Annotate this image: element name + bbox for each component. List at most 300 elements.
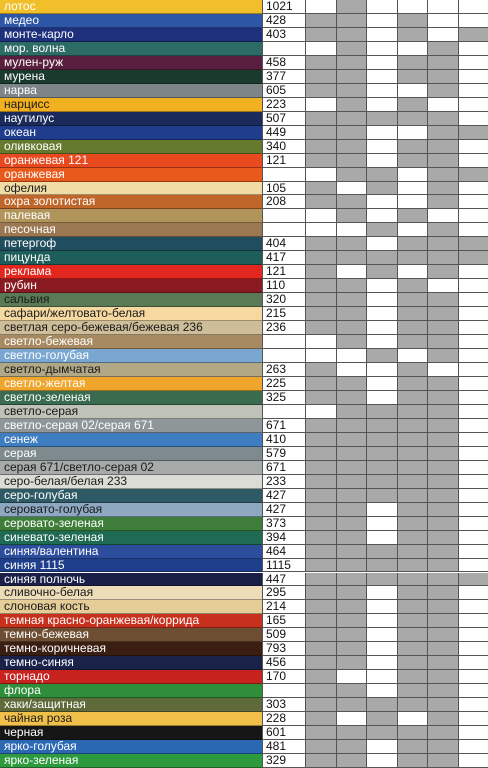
table-row: [0, 307, 488, 321]
availability-cells: [305, 377, 488, 391]
availability-cell: [458, 126, 488, 140]
availability-cell: [458, 573, 488, 587]
availability-cell: [336, 684, 367, 698]
availability-cell: [305, 56, 336, 70]
table-row: [0, 42, 488, 56]
availability-cell: [397, 684, 428, 698]
availability-cell: [305, 559, 336, 573]
availability-cell: [397, 14, 428, 28]
availability-cell: [305, 712, 336, 726]
availability-cell: [427, 517, 458, 531]
availability-cells: [305, 307, 488, 321]
availability-cell: [458, 740, 488, 754]
availability-cell: [458, 600, 488, 614]
table-row: [0, 154, 488, 168]
availability-cell: [366, 642, 397, 656]
availability-cell: [427, 126, 458, 140]
availability-cell: [458, 698, 488, 712]
availability-cell: [305, 237, 336, 251]
availability-cell: [458, 237, 488, 251]
availability-cell: [397, 656, 428, 670]
availability-cell: [458, 335, 488, 349]
availability-cell: [366, 586, 397, 600]
availability-cell: [397, 600, 428, 614]
availability-cell: [427, 447, 458, 461]
availability-cell: [427, 293, 458, 307]
availability-cell: [305, 545, 336, 559]
availability-cell: [366, 405, 397, 419]
availability-cell: [336, 28, 367, 42]
availability-cells: [305, 84, 488, 98]
availability-cell: [336, 670, 367, 684]
availability-cells: [305, 684, 488, 698]
availability-cell: [397, 698, 428, 712]
availability-cell: [458, 559, 488, 573]
availability-cell: [366, 419, 397, 433]
availability-cell: [305, 112, 336, 126]
color-swatch-name: ярко-голубая: [0, 740, 262, 754]
color-swatch-name: нарцисс: [0, 98, 262, 112]
availability-cell: [366, 712, 397, 726]
availability-cell: [366, 545, 397, 559]
availability-cell: [458, 628, 488, 642]
availability-cell: [397, 335, 428, 349]
color-swatch-name: охра золотистая: [0, 195, 262, 209]
availability-cell: [336, 698, 367, 712]
color-swatch-name: черная: [0, 726, 262, 740]
availability-cells: [305, 279, 488, 293]
table-row: [0, 209, 488, 223]
availability-cell: [366, 0, 397, 14]
availability-cell: [336, 265, 367, 279]
availability-cell: [397, 223, 428, 237]
availability-cell: [397, 168, 428, 182]
color-swatch-name: нарва: [0, 84, 262, 98]
color-swatch-name: песочная: [0, 223, 262, 237]
availability-cell: [305, 182, 336, 196]
availability-cell: [336, 42, 367, 56]
table-row: [0, 70, 488, 84]
availability-cell: [458, 98, 488, 112]
availability-cell: [427, 391, 458, 405]
availability-cell: [458, 182, 488, 196]
availability-cell: [366, 56, 397, 70]
availability-cell: [397, 740, 428, 754]
availability-cell: [427, 754, 458, 768]
availability-cell: [397, 209, 428, 223]
availability-cell: [305, 628, 336, 642]
availability-cells: [305, 209, 488, 223]
color-code: 303: [262, 698, 305, 712]
table-row: [0, 335, 488, 349]
availability-cell: [458, 0, 488, 14]
availability-cell: [336, 754, 367, 768]
availability-cell: [305, 740, 336, 754]
availability-cell: [397, 279, 428, 293]
availability-cell: [427, 98, 458, 112]
availability-cell: [427, 628, 458, 642]
availability-cell: [336, 489, 367, 503]
color-swatch-name: светло-дымчатая: [0, 363, 262, 377]
color-code: 404: [262, 237, 305, 251]
availability-cell: [397, 293, 428, 307]
table-row: [0, 740, 488, 754]
availability-cell: [366, 321, 397, 335]
availability-cell: [336, 279, 367, 293]
availability-cell: [427, 182, 458, 196]
availability-cell: [366, 517, 397, 531]
availability-cell: [427, 405, 458, 419]
availability-cells: [305, 545, 488, 559]
availability-cell: [397, 489, 428, 503]
table-row: [0, 182, 488, 196]
availability-cell: [305, 223, 336, 237]
color-code: 464: [262, 545, 305, 559]
color-code: 1021: [262, 0, 305, 14]
table-row: [0, 586, 488, 600]
color-code: 225: [262, 377, 305, 391]
color-swatch-name: мулен-руж: [0, 56, 262, 70]
color-code: 228: [262, 712, 305, 726]
color-swatch-name: светло-бежевая: [0, 335, 262, 349]
table-row: [0, 195, 488, 209]
availability-cell: [366, 195, 397, 209]
availability-cell: [366, 684, 397, 698]
availability-cell: [366, 112, 397, 126]
availability-cells: [305, 0, 488, 14]
availability-cell: [397, 349, 428, 363]
availability-cell: [336, 112, 367, 126]
color-code: 507: [262, 112, 305, 126]
availability-cell: [305, 531, 336, 545]
color-code: [262, 42, 305, 56]
availability-cell: [458, 754, 488, 768]
availability-cells: [305, 293, 488, 307]
color-code: 223: [262, 98, 305, 112]
availability-cell: [336, 726, 367, 740]
availability-cell: [305, 726, 336, 740]
availability-cells: [305, 642, 488, 656]
availability-cell: [397, 98, 428, 112]
availability-cells: [305, 461, 488, 475]
availability-cells: [305, 503, 488, 517]
availability-cell: [427, 503, 458, 517]
availability-cell: [305, 126, 336, 140]
availability-cell: [366, 628, 397, 642]
table-row: [0, 14, 488, 28]
color-swatch-name: медео: [0, 14, 262, 28]
availability-cell: [336, 307, 367, 321]
availability-cell: [427, 168, 458, 182]
availability-cells: [305, 321, 488, 335]
availability-cell: [305, 684, 336, 698]
availability-cell: [458, 712, 488, 726]
table-row: [0, 573, 488, 587]
color-swatch-name: оранжевая 121: [0, 154, 262, 168]
availability-cell: [305, 573, 336, 587]
availability-cell: [458, 70, 488, 84]
availability-cell: [458, 28, 488, 42]
availability-cells: [305, 433, 488, 447]
availability-cell: [305, 391, 336, 405]
availability-cell: [336, 0, 367, 14]
availability-cell: [397, 195, 428, 209]
availability-cell: [305, 154, 336, 168]
availability-cell: [366, 377, 397, 391]
availability-cell: [427, 684, 458, 698]
availability-cell: [427, 573, 458, 587]
table-row: [0, 628, 488, 642]
table-row: [0, 279, 488, 293]
color-code: 601: [262, 726, 305, 740]
color-swatch-name: темно-коричневая: [0, 642, 262, 656]
color-swatch-name: синяя 1115: [0, 559, 262, 573]
table-row: [0, 545, 488, 559]
availability-cells: [305, 168, 488, 182]
color-code: 329: [262, 754, 305, 768]
color-swatch-name: оливковая: [0, 140, 262, 154]
availability-cell: [305, 600, 336, 614]
color-code: [262, 335, 305, 349]
availability-cell: [305, 168, 336, 182]
availability-cell: [336, 712, 367, 726]
color-swatch-name: чайная роза: [0, 712, 262, 726]
availability-cell: [366, 698, 397, 712]
table-row: [0, 293, 488, 307]
availability-cell: [458, 279, 488, 293]
availability-cell: [427, 531, 458, 545]
availability-cell: [336, 614, 367, 628]
availability-cell: [397, 70, 428, 84]
table-row: [0, 168, 488, 182]
availability-cells: [305, 349, 488, 363]
availability-cell: [397, 628, 428, 642]
availability-cells: [305, 70, 488, 84]
availability-cells: [305, 265, 488, 279]
color-code: 509: [262, 628, 305, 642]
availability-cell: [458, 154, 488, 168]
availability-cells: [305, 740, 488, 754]
availability-cells: [305, 656, 488, 670]
color-swatch-name: серая 671/светло-серая 02: [0, 461, 262, 475]
availability-cell: [427, 586, 458, 600]
availability-cell: [336, 642, 367, 656]
availability-cell: [366, 307, 397, 321]
availability-cells: [305, 531, 488, 545]
table-row: [0, 531, 488, 545]
availability-cells: [305, 28, 488, 42]
availability-cell: [366, 98, 397, 112]
availability-cell: [458, 684, 488, 698]
color-code: 458: [262, 56, 305, 70]
color-code: 417: [262, 251, 305, 265]
color-swatch-name: серовато-голубая: [0, 503, 262, 517]
availability-cell: [366, 293, 397, 307]
availability-cell: [458, 56, 488, 70]
table-row: [0, 712, 488, 726]
availability-cells: [305, 98, 488, 112]
color-code: 447: [262, 573, 305, 587]
availability-cell: [305, 642, 336, 656]
color-swatch-name: темно-бежевая: [0, 628, 262, 642]
availability-cell: [427, 489, 458, 503]
availability-cell: [366, 656, 397, 670]
color-code: 427: [262, 489, 305, 503]
availability-cell: [305, 656, 336, 670]
availability-cell: [397, 517, 428, 531]
color-swatch-name: сенеж: [0, 433, 262, 447]
color-swatch-name: пицунда: [0, 251, 262, 265]
color-code: 121: [262, 154, 305, 168]
availability-cell: [366, 237, 397, 251]
availability-cell: [458, 349, 488, 363]
table-row: [0, 98, 488, 112]
availability-cell: [427, 433, 458, 447]
color-code: 208: [262, 195, 305, 209]
availability-cell: [427, 363, 458, 377]
availability-cell: [336, 475, 367, 489]
availability-cell: [458, 223, 488, 237]
availability-cell: [397, 377, 428, 391]
availability-cell: [366, 223, 397, 237]
availability-cell: [305, 405, 336, 419]
availability-cell: [397, 321, 428, 335]
availability-cell: [397, 642, 428, 656]
color-swatch-name: сафари/желтовато-белая: [0, 307, 262, 321]
availability-cell: [305, 447, 336, 461]
availability-cell: [397, 461, 428, 475]
table-row: [0, 726, 488, 740]
color-code: 233: [262, 475, 305, 489]
availability-cell: [397, 573, 428, 587]
color-swatch-name: наутилус: [0, 112, 262, 126]
color-swatch-name: мор. волна: [0, 42, 262, 56]
color-swatch-name: палевая: [0, 209, 262, 223]
availability-cell: [366, 42, 397, 56]
availability-cell: [427, 377, 458, 391]
availability-cell: [305, 698, 336, 712]
availability-cell: [458, 195, 488, 209]
availability-cell: [305, 335, 336, 349]
availability-cell: [305, 475, 336, 489]
availability-cell: [366, 168, 397, 182]
availability-cells: [305, 614, 488, 628]
table-row: [0, 670, 488, 684]
availability-cell: [366, 14, 397, 28]
availability-cell: [336, 531, 367, 545]
availability-cell: [366, 670, 397, 684]
availability-cell: [366, 349, 397, 363]
availability-cell: [305, 0, 336, 14]
availability-cell: [397, 475, 428, 489]
availability-cell: [336, 433, 367, 447]
availability-cell: [366, 726, 397, 740]
availability-cell: [397, 545, 428, 559]
table-row: [0, 223, 488, 237]
color-code: [262, 684, 305, 698]
availability-cells: [305, 670, 488, 684]
table-row: [0, 642, 488, 656]
availability-cell: [458, 461, 488, 475]
availability-cell: [397, 28, 428, 42]
availability-cell: [427, 237, 458, 251]
availability-cell: [366, 209, 397, 223]
availability-cell: [366, 447, 397, 461]
availability-cell: [305, 42, 336, 56]
availability-cell: [397, 154, 428, 168]
availability-cell: [366, 503, 397, 517]
availability-cell: [458, 363, 488, 377]
color-swatch-name: светло-желтая: [0, 377, 262, 391]
color-code: 377: [262, 70, 305, 84]
table-row: [0, 754, 488, 768]
availability-cell: [336, 195, 367, 209]
table-row: [0, 475, 488, 489]
color-code: 481: [262, 740, 305, 754]
color-code: 793: [262, 642, 305, 656]
color-code: 340: [262, 140, 305, 154]
availability-cell: [427, 600, 458, 614]
table-row: [0, 377, 488, 391]
table-row: [0, 349, 488, 363]
table-row: [0, 0, 488, 14]
color-code: 320: [262, 293, 305, 307]
availability-cell: [305, 195, 336, 209]
availability-cell: [366, 182, 397, 196]
availability-cell: [397, 363, 428, 377]
table-row: [0, 126, 488, 140]
availability-cell: [397, 503, 428, 517]
availability-cell: [336, 84, 367, 98]
table-row: [0, 56, 488, 70]
availability-cell: [427, 642, 458, 656]
availability-cell: [458, 642, 488, 656]
availability-cells: [305, 363, 488, 377]
availability-cell: [458, 447, 488, 461]
availability-cell: [336, 14, 367, 28]
availability-cells: [305, 335, 488, 349]
color-swatch-name: хаки/защитная: [0, 698, 262, 712]
availability-cell: [397, 56, 428, 70]
availability-cell: [458, 307, 488, 321]
availability-cell: [336, 154, 367, 168]
color-swatch-name: флора: [0, 684, 262, 698]
color-swatch-name: светло-серая: [0, 405, 262, 419]
table-row: [0, 84, 488, 98]
availability-cell: [305, 489, 336, 503]
availability-cell: [336, 377, 367, 391]
availability-cell: [458, 726, 488, 740]
availability-cell: [305, 209, 336, 223]
availability-cell: [458, 405, 488, 419]
availability-cell: [458, 140, 488, 154]
availability-cell: [397, 112, 428, 126]
availability-cell: [336, 251, 367, 265]
availability-cell: [366, 489, 397, 503]
availability-cell: [305, 754, 336, 768]
availability-cell: [458, 614, 488, 628]
color-code: [262, 209, 305, 223]
availability-cells: [305, 154, 488, 168]
color-code: 110: [262, 279, 305, 293]
availability-cell: [427, 307, 458, 321]
availability-cells: [305, 237, 488, 251]
availability-cell: [397, 559, 428, 573]
availability-cell: [336, 126, 367, 140]
availability-cell: [427, 545, 458, 559]
availability-cell: [336, 391, 367, 405]
color-swatch-name: сливочно-белая: [0, 586, 262, 600]
